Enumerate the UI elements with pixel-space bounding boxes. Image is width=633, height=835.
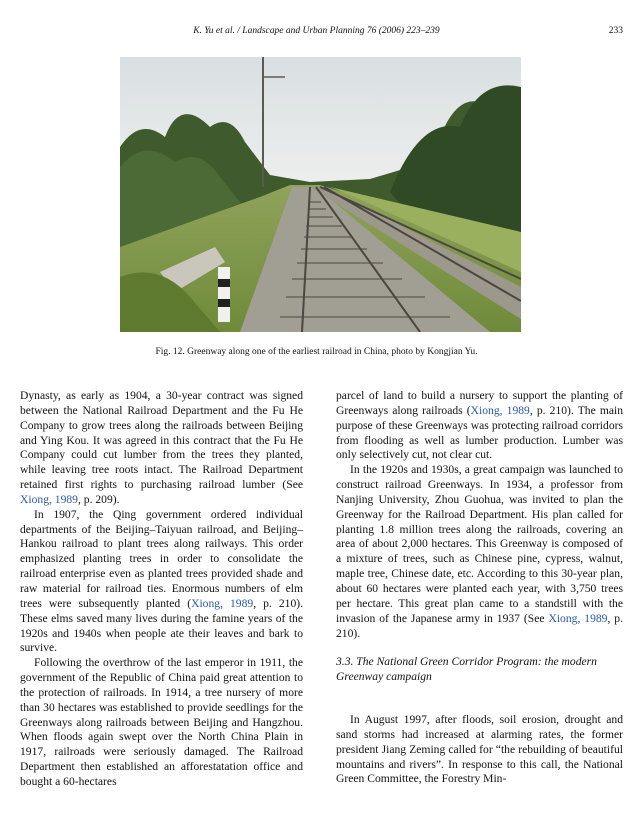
citation-link[interactable]: Xiong, 1989: [191, 596, 254, 610]
right-column: [336, 389, 623, 787]
paragraph: [20, 389, 303, 508]
paragraph: In August 1997, after floods, soil erosion, drought and sand storms had increased at alarming rates, the former president Jiang Zeming called for “the rebuilding of beautiful mountains and rivers”. In response to this call, the National Green Committee, the Forestry Min-: [336, 713, 623, 786]
paragraph: [336, 389, 623, 463]
paragraph-text: In 1907, the Qing government ordered individual departments of the Beijing–Taiyuan railroad, and Beijing–Hankou railroad to plant trees along railways. This order emphasized planting trees in order to consolidate the railroad enterprise even as planted trees provided shade and raw material for railroad ties. Enormous numbers of elm trees were subsequently planted (: [20, 507, 303, 610]
paragraph: [20, 508, 303, 656]
citation-link[interactable]: Xiong, 1989: [548, 611, 608, 625]
citation-link[interactable]: Xiong, 1989: [20, 492, 78, 506]
figure-photo-railroad-greenway: [120, 57, 521, 332]
section-heading: 3.3. The National Green Corridor Program: the modern Greenway campaign: [336, 655, 597, 684]
paragraph-text: In the 1920s and 1930s, a great campaign was launched to construct railroad Greenways. In 1934, a professor from Nanjing University, Zhou Guohua, was invited to plan the Greenway for the Railroad Department. His plan called for planting 1.8 million trees along the railroads, covering an area of about 2,000 hectares. This Greenway is composed of a mixture of trees, such as Chinese pine, cypress, walnut, maple tree, Chinese date, etc. According to this 30-year plan, about 60 hectares were planted each year, with 3,750 trees per hectare. This great plan came to a standstill with the invasion of the Japanese army in 1937 (See: [336, 463, 623, 625]
paragraph: Following the overthrow of the last emperor in 1911, the government of the Republic of China paid great attention to the protection of railroads. In 1914, a tree nursery of more than 30 hectares was established to provide seedlings for the Greenways along railroads between Beijing and Hangzhou. When floods again swept over the North China Plain in 1917, railroads were seriously damaged. The Railroad Department then established an afforestatation office and bought a 60-hectares: [20, 656, 303, 788]
paragraph: [336, 463, 623, 641]
paragraph-text: , p. 210). These elms saved many lives during the famine years of the 1920s and 1940s when people ate their leaves and bark to survive.: [20, 596, 304, 655]
figure-caption: Fig. 12. Greenway along one of the earliest railroad in China, photo by Kongjian Yu.: [155, 347, 478, 357]
paragraph-text: , p. 210). The main purpose of these Greenways was protecting railroad corridors from flooding as well as lumber production. Lumber was only selectively cut, not clear cut.: [336, 403, 624, 462]
paragraph-text: , p. 209).: [77, 492, 120, 506]
running-header: [0, 26, 633, 40]
running-head-citation: K. Yu et al. / Landscape and Urban Planning 76 (2006) 223–239: [193, 26, 440, 36]
paragraph-text: parcel of land to build a nursery to support the planting of Greenways along railroads (: [336, 389, 623, 417]
paragraph-text: , p. 210).: [336, 611, 624, 640]
page-number: 233: [608, 26, 623, 36]
paragraph-text: Dynasty, as early as 1904, a 30-year contract was signed between the National Railroad Department and the Fu He Company to grow trees along the railroads between Beijing and Ying Kou. It was agreed in this contract that the Fu He Company could cut lumber from the trees they planted, while leaving tree roots intact. The Railroad Department retained first rights to purchasing railroad lumber (See: [20, 389, 303, 492]
left-column: [20, 389, 303, 790]
citation-link[interactable]: Xiong, 1989: [470, 403, 530, 417]
